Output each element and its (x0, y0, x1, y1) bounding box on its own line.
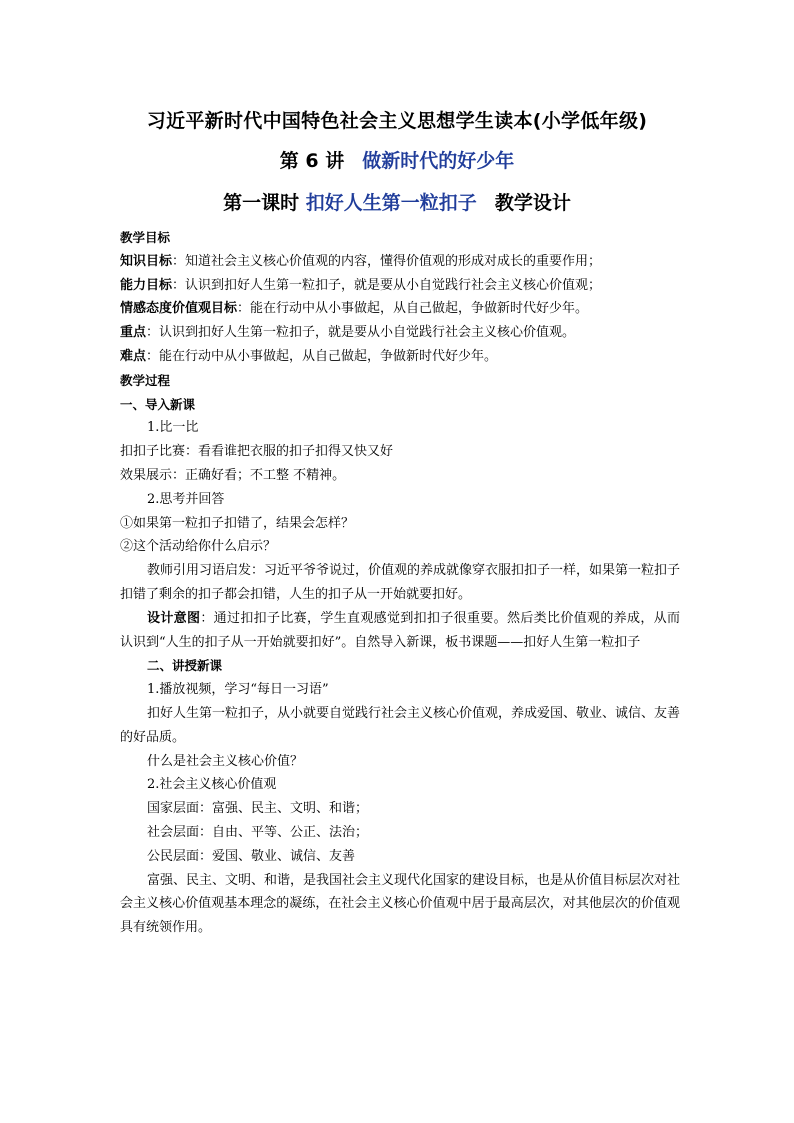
lesson-title-line (0, 188, 794, 215)
s1-design-label: 设计意图 (147, 610, 201, 626)
s1-question-1: ①如果第一粒扣子扣错了，结果会怎样？ (120, 515, 355, 531)
lecture-title-line (0, 146, 794, 173)
s2-question: 什么是社会主义核心价值？ (147, 753, 304, 769)
goals-heading: 教学目标 (120, 230, 171, 245)
s1-design-text: ：通过扣扣子比赛，学生直观感觉到扣扣子很重要。然后类比价值观的养成，从而认识到“人生的扣子从一开始就要扣好”。自然导入新课，板书课题——扣好人生第一粒扣子 (120, 610, 680, 650)
emotion-goal-text: ：能在行动中从小事做起，从自己做起，争做新时代好少年。 (237, 301, 589, 317)
s1-question-2: ②这个活动给你什么启示？ (120, 539, 277, 555)
lesson-number: 第一课时 (223, 192, 300, 214)
emotion-goal-label: 情感态度价值观目标 (120, 301, 238, 317)
knowledge-goal-text: ：知道社会主义核心价值观的内容，懂得价值观的形成对成长的重要作用； (172, 253, 602, 269)
s2-paragraph-1: 扣好人生第一粒扣子，从小就要自觉践行社会主义核心价值观，养成爱国、敬业、诚信、友善的好品质。 (120, 705, 681, 745)
ability-goal-text: ：认识到扣好人生第一粒扣子，就是要从小自觉践行社会主义核心价值观； (172, 277, 602, 293)
s2-item-1: 1.播放视频，学习“每日一习语” (147, 682, 329, 698)
s2-item-2: 2.社会主义核心价值观 (147, 777, 277, 793)
s2-citizen-level: 公民层面：爱国、敬业、诚信、友善 (147, 848, 356, 864)
s2-paragraph-2: 富强、民主、文明、和谐，是我国社会主义现代化国家的建设目标，也是从价值目标层次对社会主义核心价值观基本理念的凝练，在社会主义核心价值观中居于最高层次，对其他层次的价值观具有统领作用。 (120, 872, 681, 936)
difficult-point-label: 难点 (120, 348, 147, 364)
s1-item-1: 1.比一比 (147, 420, 199, 436)
s1-line-2: 效果展示：正确好看；不工整 不精神。 (120, 467, 346, 483)
lesson-suffix: 教学设计 (494, 192, 571, 214)
s1-item-2: 2.思考并回答 (147, 491, 225, 507)
book-title: 习近平新时代中国特色社会主义思想学生读本(小学低年级) (146, 110, 648, 132)
knowledge-goal-label: 知识目标 (120, 253, 173, 269)
s1-paragraph-1: 教师引用习语启发：习近平爷爷说过，价值观的养成就像穿衣服扣扣子一样，如果第一粒扣子扣错了剩余的扣子都会扣错，人生的扣子从一开始就要扣好。 (120, 563, 681, 602)
key-point-text: ：认识到扣好人生第一粒扣子，就是要从小自觉践行社会主义核心价值观。 (146, 325, 576, 341)
lecture-number: 第 6 讲 (279, 150, 345, 172)
lesson-title: 扣好人生第一粒扣子 (305, 192, 477, 214)
key-point-label: 重点 (120, 325, 147, 341)
emotion-goal (120, 297, 680, 321)
ability-goal-label: 能力目标 (120, 277, 173, 293)
s1-design-intent (120, 607, 680, 655)
section-2-heading: 二、讲授新课 (147, 658, 223, 674)
process-heading: 教学过程 (120, 372, 171, 388)
s1-line-1: 扣扣子比赛：看看谁把衣服的扣子扣得又快又好 (120, 444, 394, 460)
section-1-heading: 一、导入新课 (120, 396, 196, 412)
lecture-title: 做新时代的好少年 (362, 150, 515, 172)
s2-society-level: 社会层面：自由、平等、公正、法治； (147, 824, 369, 840)
knowledge-goal (120, 250, 680, 274)
s2-country-level: 国家层面：富强、民主、文明、和谐； (147, 801, 369, 817)
difficult-point-text: ：能在行动中从小事做起，从自己做起，争做新时代好少年。 (146, 348, 498, 364)
ability-goal (120, 274, 680, 298)
difficult-point (120, 345, 680, 369)
document-body (120, 226, 680, 940)
key-point (120, 321, 680, 345)
